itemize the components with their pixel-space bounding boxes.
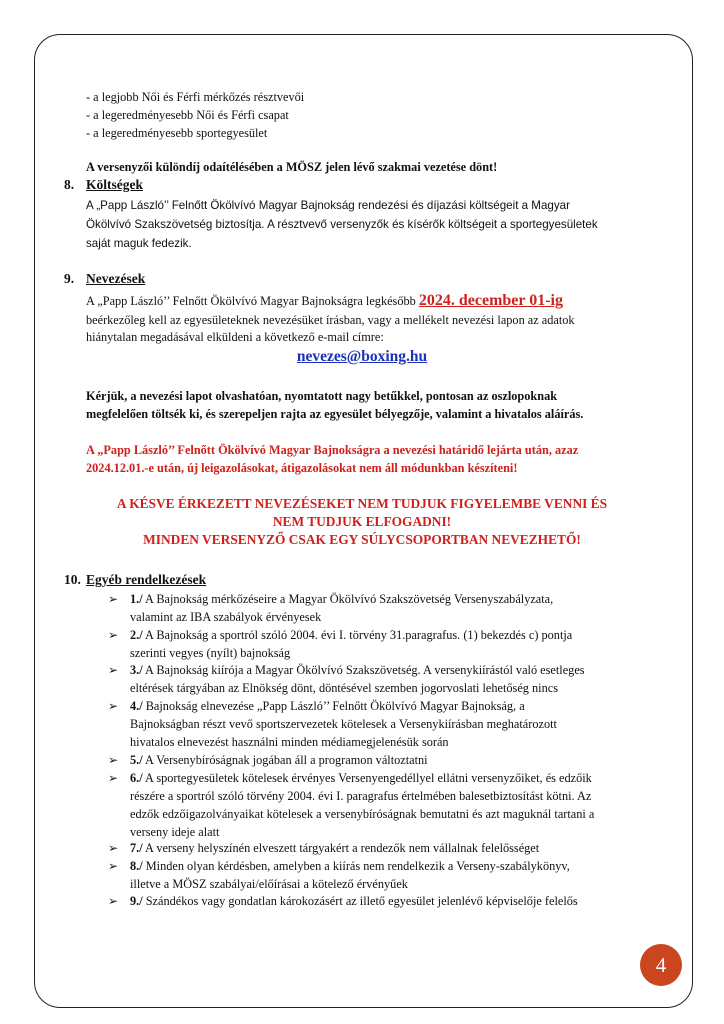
list-item-line: részére a sportról szóló törvény 2004. évi I. paragrafus értelmében balesetbiztosítást kötni. Az [130, 789, 592, 803]
section-8-title: Költségek [86, 177, 143, 192]
section-8-text: saját maguk fedezik. [86, 237, 192, 250]
list-item: - a legeredményesebb Női és Férfi csapat [86, 108, 289, 122]
list-item-line: valamint az IBA szabályok érvényesek [130, 610, 322, 624]
request-text: Kérjük, a nevezési lapot olvashatóan, nyomtatott nagy betűkkel, pontosan az oszlopoknak [86, 389, 558, 403]
page-number: 4 [640, 944, 682, 986]
section-9-number: 9. [64, 271, 75, 286]
arrow-bullet-icon: ➢ [108, 663, 119, 677]
special-award-note: A versenyzői különdíj odaítélésében a MÖSZ jelen lévő szakmai vezetése dönt! [86, 160, 498, 174]
arrow-bullet-icon: ➢ [108, 628, 119, 642]
list-item-line: Bajnokság elnevezése „Papp László’’ Felnőtt Ökölvívó Magyar Bajnokság, a [145, 699, 525, 713]
list-item-text [130, 735, 449, 750]
section-9-text: beérkezőleg kell az egyesületeknek nevezésüket írásban, vagy a mellékelt nevezési lapon az adatok [86, 313, 575, 327]
list-item-number: 1./ [130, 592, 143, 606]
list-item-text [130, 628, 572, 643]
email-line [0, 349, 724, 365]
section-9-intro-text: A „Papp László’’ Felnőtt Ökölvívó Magyar Bajnokságra legkésőbb [86, 294, 419, 308]
section-8-number: 8. [64, 177, 75, 192]
list-item-line: A sportegyesületek kötelesek érvényes Versenyengedéllyel ellátni versenyzőiket, és edzőik [145, 771, 592, 785]
caps-warning: NEM TUDJUK ELFOGADNI! [272, 514, 452, 529]
list-item-text [130, 753, 428, 768]
section-9-text: hiánytalan megadásával elküldeni a következő e-mail címre: [86, 330, 384, 344]
list-item-number: 8./ [130, 859, 143, 873]
arrow-bullet-icon: ➢ [108, 841, 119, 855]
list-item-line: A Bajnokság kiírója a Magyar Ökölvívó Szakszövetség. A versenykiírástól való esetleges [145, 663, 585, 677]
list-item-number: 5./ [130, 753, 143, 767]
list-item-line: szerinti vegyes (nyílt) bajnokság [130, 646, 291, 660]
list-item-text [130, 789, 591, 804]
list-item-text [130, 841, 539, 856]
list-item-text [130, 859, 570, 874]
list-item-text [130, 699, 525, 714]
section-9-intro [86, 293, 563, 309]
request-text: megfelelően töltsék ki, és szerepeljen rajta az egyesület bélyegzője, valamint a hivatalos aláírás. [86, 407, 584, 421]
list-item-line: illetve a MÖSZ szabályai/előírásai a kötelező érvényűek [130, 877, 408, 891]
arrow-bullet-icon: ➢ [108, 894, 119, 908]
section-10-title: Egyéb rendelkezések [86, 572, 207, 587]
arrow-bullet-icon: ➢ [108, 771, 119, 785]
arrow-bullet-icon: ➢ [108, 753, 119, 767]
section-8-text: A „Papp László’’ Felnőtt Ökölvívó Magyar Bajnokság rendezési és díjazási költségeit a Magyar [86, 199, 570, 212]
deadline-date: 2024. december 01-ig [418, 292, 563, 309]
list-item-number: 7./ [130, 841, 143, 855]
list-item-text [130, 663, 585, 678]
list-item-text [130, 592, 553, 607]
section-9-title: Nevezések [86, 271, 146, 286]
list-item-line: edzők edzőigazolványaikat kötelesek a versenybíróságnak bemutatni és azt maguknál tartani a [130, 807, 595, 821]
list-item: - a legeredményesebb sportegyesület [86, 126, 268, 140]
list-item-line: A Bajnokság mérkőzéseire a Magyar Ökölvívó Szakszövetség Versenyszabályzata, [145, 592, 554, 606]
list-item-line: A Versenybíróságnak jogában áll a programon változtatni [145, 753, 428, 767]
list-item-text [130, 610, 321, 625]
section-8-text: Ökölvívó Szakszövetség biztosítja. A résztvevő versenyzők és kísérők költségeit a sportegyesületek [86, 218, 598, 231]
caps-warning: A KÉSVE ÉRKEZETT NEVEZÉSEKET NEM TUDJUK FIGYELEMBE VENNI ÉS [116, 496, 608, 511]
list-item-number: 2./ [130, 628, 143, 642]
list-item-line: A Bajnokság a sportról szóló 2004. évi I. törvény 31.paragrafus. (1) bekezdés c) pontja [145, 628, 573, 642]
list-item-line: hivatalos elnevezést használni minden médiamegjelenésük során [130, 735, 449, 749]
arrow-bullet-icon: ➢ [108, 699, 119, 713]
list-item-line: Bajnokságban részt vevő sportszervezetek kötelesek a Versenykiírásban meghatározott [130, 717, 557, 731]
list-item-text [130, 771, 592, 786]
list-item-text [130, 807, 594, 822]
list-item-line: Minden olyan kérdésben, amelyben a kiírás nem rendelkezik a Verseny-szabálykönyv, [145, 859, 570, 873]
list-item-text [130, 825, 219, 840]
warning-text: 2024.12.01.-e után, új leigazolásokat, átigazolásokat nem áll módunkban készíteni! [86, 461, 518, 475]
list-item-text [130, 894, 578, 909]
list-item-line: A verseny helyszínén elveszett tárgyakért a rendezők nem vállalnak felelősséget [145, 841, 540, 855]
list-item-line: Szándékos vagy gondatlan károkozásért az illető egyesület jelenlévő képviselője felelős [145, 894, 578, 908]
list-item-line: eltérések tárgyában az Elnökség dönt, döntésével szemben jogorvoslati lehetőség nincs [130, 681, 558, 695]
caps-warning: MINDEN VERSENYZŐ CSAK EGY SÚLYCSOPORTBAN NEVEZHETŐ! [143, 532, 581, 547]
section-10-number: 10. [64, 572, 81, 587]
list-item-number: 4./ [130, 699, 143, 713]
arrow-bullet-icon: ➢ [108, 859, 119, 873]
list-item-text [130, 877, 408, 892]
list-item-number: 6./ [130, 771, 143, 785]
list-item-text [130, 646, 290, 661]
warning-text: A „Papp László’’ Felnőtt Ökölvívó Magyar Bajnokságra a nevezési határidő lejárta után, azaz [86, 443, 579, 457]
list-item-text [130, 717, 557, 732]
list-item-number: 3./ [130, 663, 143, 677]
email-link[interactable]: nevezes@boxing.hu [296, 348, 428, 365]
list-item: - a legjobb Női és Férfi mérkőzés résztvevői [86, 90, 305, 104]
arrow-bullet-icon: ➢ [108, 592, 119, 606]
list-item-number: 9./ [130, 894, 143, 908]
list-item-text [130, 681, 558, 696]
list-item-line: verseny ideje alatt [130, 825, 220, 839]
